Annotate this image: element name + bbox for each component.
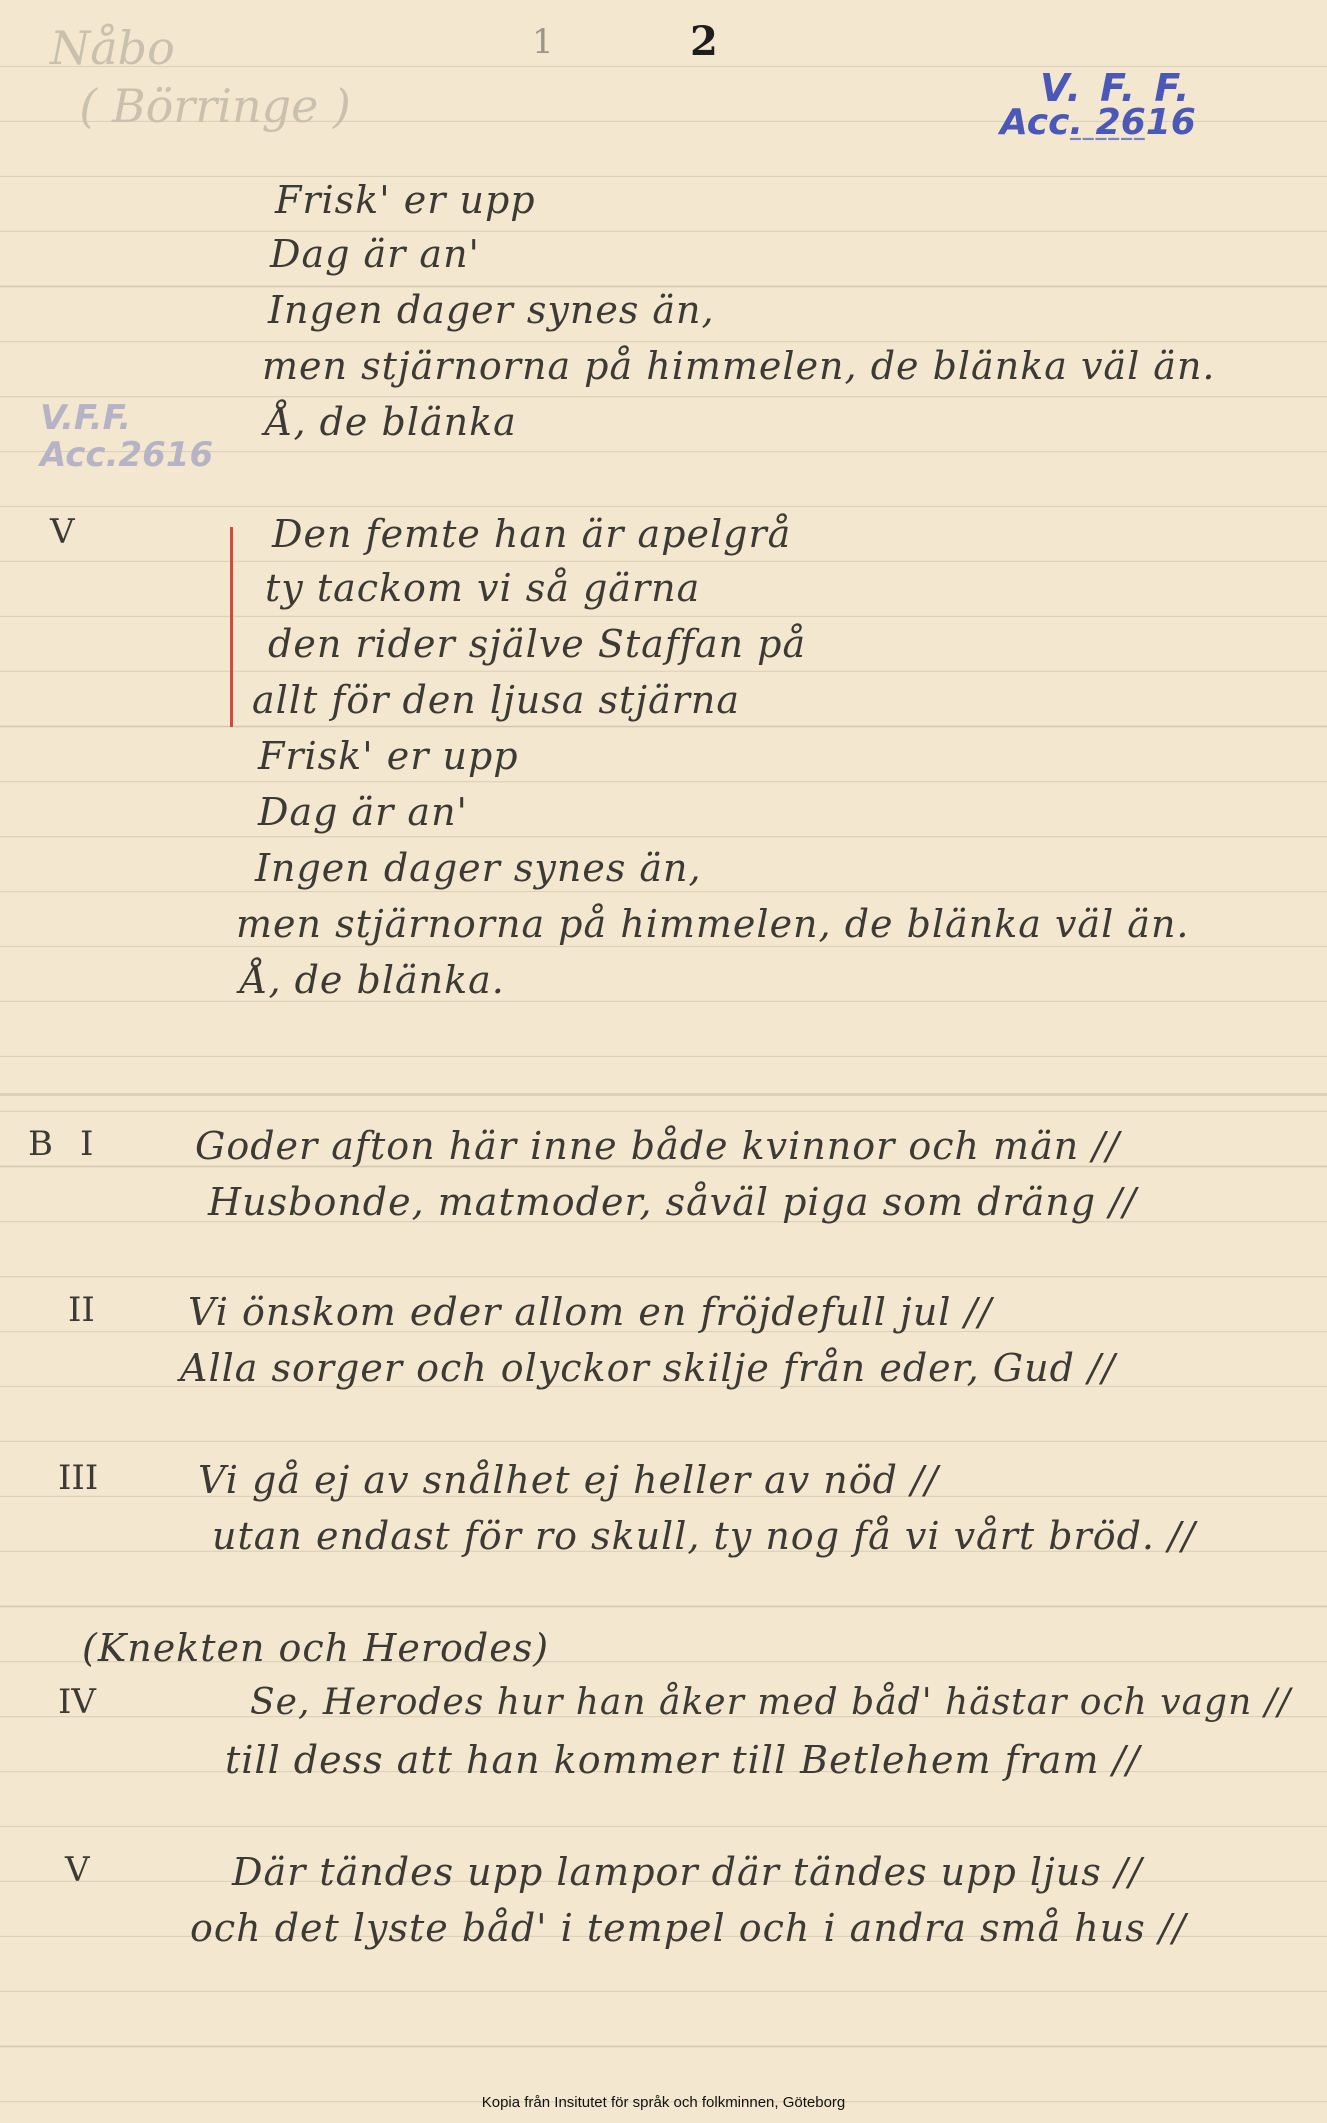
verse-line: Husbonde, matmoder, såväl piga som dräng // bbox=[208, 1180, 1137, 1224]
fold-line bbox=[0, 1093, 1327, 1096]
verse-line: Å, de blänka. bbox=[240, 958, 505, 1002]
verse-line: den rider själve Staffan på bbox=[268, 622, 807, 666]
stanza-label: IV bbox=[58, 1682, 96, 1722]
stamp-line-1: V. F. F. bbox=[1040, 66, 1193, 110]
red-margin-mark bbox=[230, 527, 233, 727]
bleed-through-stamp: V.F.F. Acc.2616 bbox=[40, 398, 214, 476]
section-heading: (Knekten och Herodes) bbox=[82, 1626, 550, 1670]
stamp-line-2: Acc. 2616 bbox=[1000, 102, 1196, 143]
pencil-note: Nåbo ( Börringe ) bbox=[50, 21, 351, 133]
verse-line: ty tackom vi så gärna bbox=[265, 566, 701, 610]
verse-line: Där tändes upp lampor där tändes upp ljus // bbox=[232, 1850, 1143, 1894]
verse-line: Ingen dager synes än, bbox=[255, 846, 702, 890]
verse-line: Frisk' er upp bbox=[258, 734, 519, 778]
verse-line: utan endast för ro skull, ty nog få vi vårt bröd. // bbox=[212, 1514, 1196, 1558]
page-number-ghost: 1 bbox=[532, 22, 554, 62]
verse-line: men stjärnorna på himmelen, de blänka väl än. bbox=[236, 902, 1190, 946]
stamp-underline: ▔▔▔▔▔▔ bbox=[1070, 139, 1147, 155]
verse-line: Dag är an' bbox=[270, 232, 481, 276]
verse-line: Dag är an' bbox=[258, 790, 469, 834]
section-letter: B bbox=[28, 1124, 53, 1164]
stanza-label: I bbox=[80, 1124, 94, 1164]
copy-footer: Kopia från Insitutet för språk och folkminnen, Göteborg bbox=[481, 2094, 846, 2111]
verse-line: Ingen dager synes än, bbox=[268, 288, 715, 332]
verse-line: men stjärnorna på himmelen, de blänka väl än. bbox=[262, 344, 1216, 388]
verse-line: Den femte han är apelgrå bbox=[272, 512, 792, 556]
verse-line: Å, de blänka bbox=[265, 400, 517, 444]
stanza-label: V bbox=[65, 1850, 90, 1890]
verse-line: Vi gå ej av snålhet ej heller av nöd // bbox=[198, 1458, 939, 1502]
verse-line: Goder afton här inne både kvinnor och män // bbox=[195, 1124, 1120, 1168]
stanza-label: III bbox=[58, 1458, 99, 1498]
verse-line: och det lyste båd' i tempel och i andra små hus // bbox=[190, 1906, 1187, 1950]
stanza-label: II bbox=[68, 1290, 95, 1330]
stanza-label: V bbox=[50, 512, 75, 552]
verse-line: Vi önskom eder allom en fröjdefull jul // bbox=[188, 1290, 993, 1334]
verse-line: allt för den ljusa stjärna bbox=[252, 678, 741, 722]
page-number: 2 bbox=[690, 18, 718, 65]
archive-stamp bbox=[1000, 66, 1196, 155]
verse-line: Alla sorger och olyckor skilje från eder, Gud // bbox=[180, 1346, 1116, 1390]
verse-line: Se, Herodes hur han åker med båd' hästar och vagn // bbox=[250, 1682, 1291, 1723]
verse-line: Frisk' er upp bbox=[275, 178, 536, 222]
verse-line: till dess att han kommer till Betlehem fram // bbox=[225, 1738, 1141, 1782]
